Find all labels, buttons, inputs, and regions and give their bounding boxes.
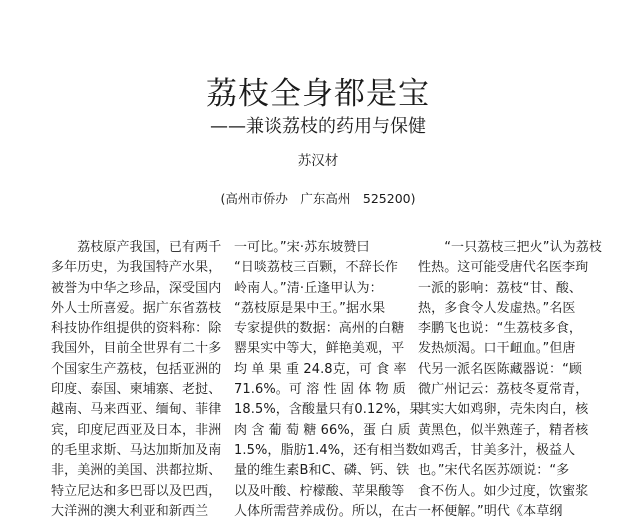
text-line: 均 单 果 重 24.8克，可 食 率 (234, 361, 407, 377)
text-line: 一派的影响：荔枝“甘、酸、 (418, 280, 583, 296)
text-line: “日啖荔枝三百颗，不辞长作 (234, 260, 399, 276)
text-line: 宾，印度尼西亚及日本，非洲 (51, 422, 222, 438)
text-line: 李鹏飞也说：“生荔枝多食， (418, 321, 583, 337)
text-line: 热，多食令人发虚热。”名医 (418, 300, 576, 316)
text-line: 71.6%。可 溶 性 固 体 物 质 (234, 382, 406, 398)
text-line: 非，美洲的美国、洪都拉斯、 (51, 463, 222, 479)
text-line: 多年历史，为我国特产水果， (51, 260, 222, 276)
text-line: 的毛里求斯、马达加斯加及南 (51, 442, 222, 458)
author-name: 苏汉材 (297, 153, 339, 169)
text-line: 量的维生素B和C、磷、钙、铁 (234, 463, 410, 479)
text-column-2 (234, 238, 423, 522)
text-line: 科技协作组提供的资料称：除 (51, 321, 222, 337)
text-line: 专家提供的数据：高州的白糖 (234, 321, 405, 337)
text-line: 被誉为中华之珍品，深受国内 (51, 280, 222, 296)
article-subtitle: ——兼谈荔枝的药用与保健 (210, 116, 426, 137)
author-affiliation: (高州市侨办 广东高州 525200) (220, 191, 416, 206)
text-line: 如鸡舌，甘美多汁，极益人 (418, 442, 576, 458)
text-line: 其实大如鸡卵，壳朱肉白，核 (418, 402, 589, 418)
text-line: 越南、马来西亚、缅甸、菲律 (51, 402, 222, 418)
text-line: 特立尼达和多巴哥以及巴西， (51, 483, 222, 499)
text-line: 外人士所喜爱。据广东省荔枝 (51, 300, 222, 316)
text-line: 以及叶酸、柠檬酸、苹果酸等 (234, 483, 405, 499)
text-line: 荔枝原产我国，已有两千 (51, 240, 222, 255)
text-column-3 (418, 238, 602, 522)
text-line: 1.5%，脂肪1.4%，还有相当数 (234, 442, 419, 458)
text-line: 罂果实中等大，鲜艳美观，平 (234, 341, 405, 357)
text-line: 18.5%，含酸量只有0.12%，果 (234, 402, 423, 418)
text-line: 食不伤人。如少过度，饮蜜浆 (418, 483, 589, 499)
text-line: 个国家生产荔枝，包括亚洲的 (51, 361, 222, 377)
text-line: 微广州记云：荔枝冬夏常青， (418, 382, 589, 398)
text-line: 代另一派名医陈藏器说：“顾 (418, 361, 583, 377)
text-line: “一只荔枝三把火”认为荔枝 (418, 240, 602, 255)
text-line: 印度、泰国、柬埔寨、老挝、 (51, 382, 222, 398)
text-line: 黄黑色，似半熟莲子，精者核 (418, 422, 589, 438)
text-line: “荔枝原是果中王。”据水果 (234, 300, 386, 316)
article-title: 荔枝全身都是宝 (206, 76, 430, 112)
text-line: 岭南人。”清·丘逢甲认为： (234, 280, 383, 296)
text-line: 发热烦渴。口干衄血。”但唐 (418, 341, 576, 357)
text-column-1 (51, 238, 227, 522)
text-line: 大洋洲的澳大利亚和新西兰 (51, 503, 209, 519)
text-line: 肉 含 葡 萄 糖 66%，蛋 白 质 (234, 422, 411, 438)
text-line: 也。”宋代名医苏颂说：“多 (418, 463, 570, 479)
text-line: 我国外，目前全世界有二十多 (51, 341, 222, 357)
text-line: 一可比。”宋·苏东坡赞曰 (234, 240, 370, 255)
text-line: 人体所需营养成份。所以，在古 (234, 503, 418, 519)
text-line: 一杯便解。”明代《本草纲 (418, 503, 563, 519)
text-line: 性热。这可能受唐代名医李珣 (418, 260, 589, 276)
